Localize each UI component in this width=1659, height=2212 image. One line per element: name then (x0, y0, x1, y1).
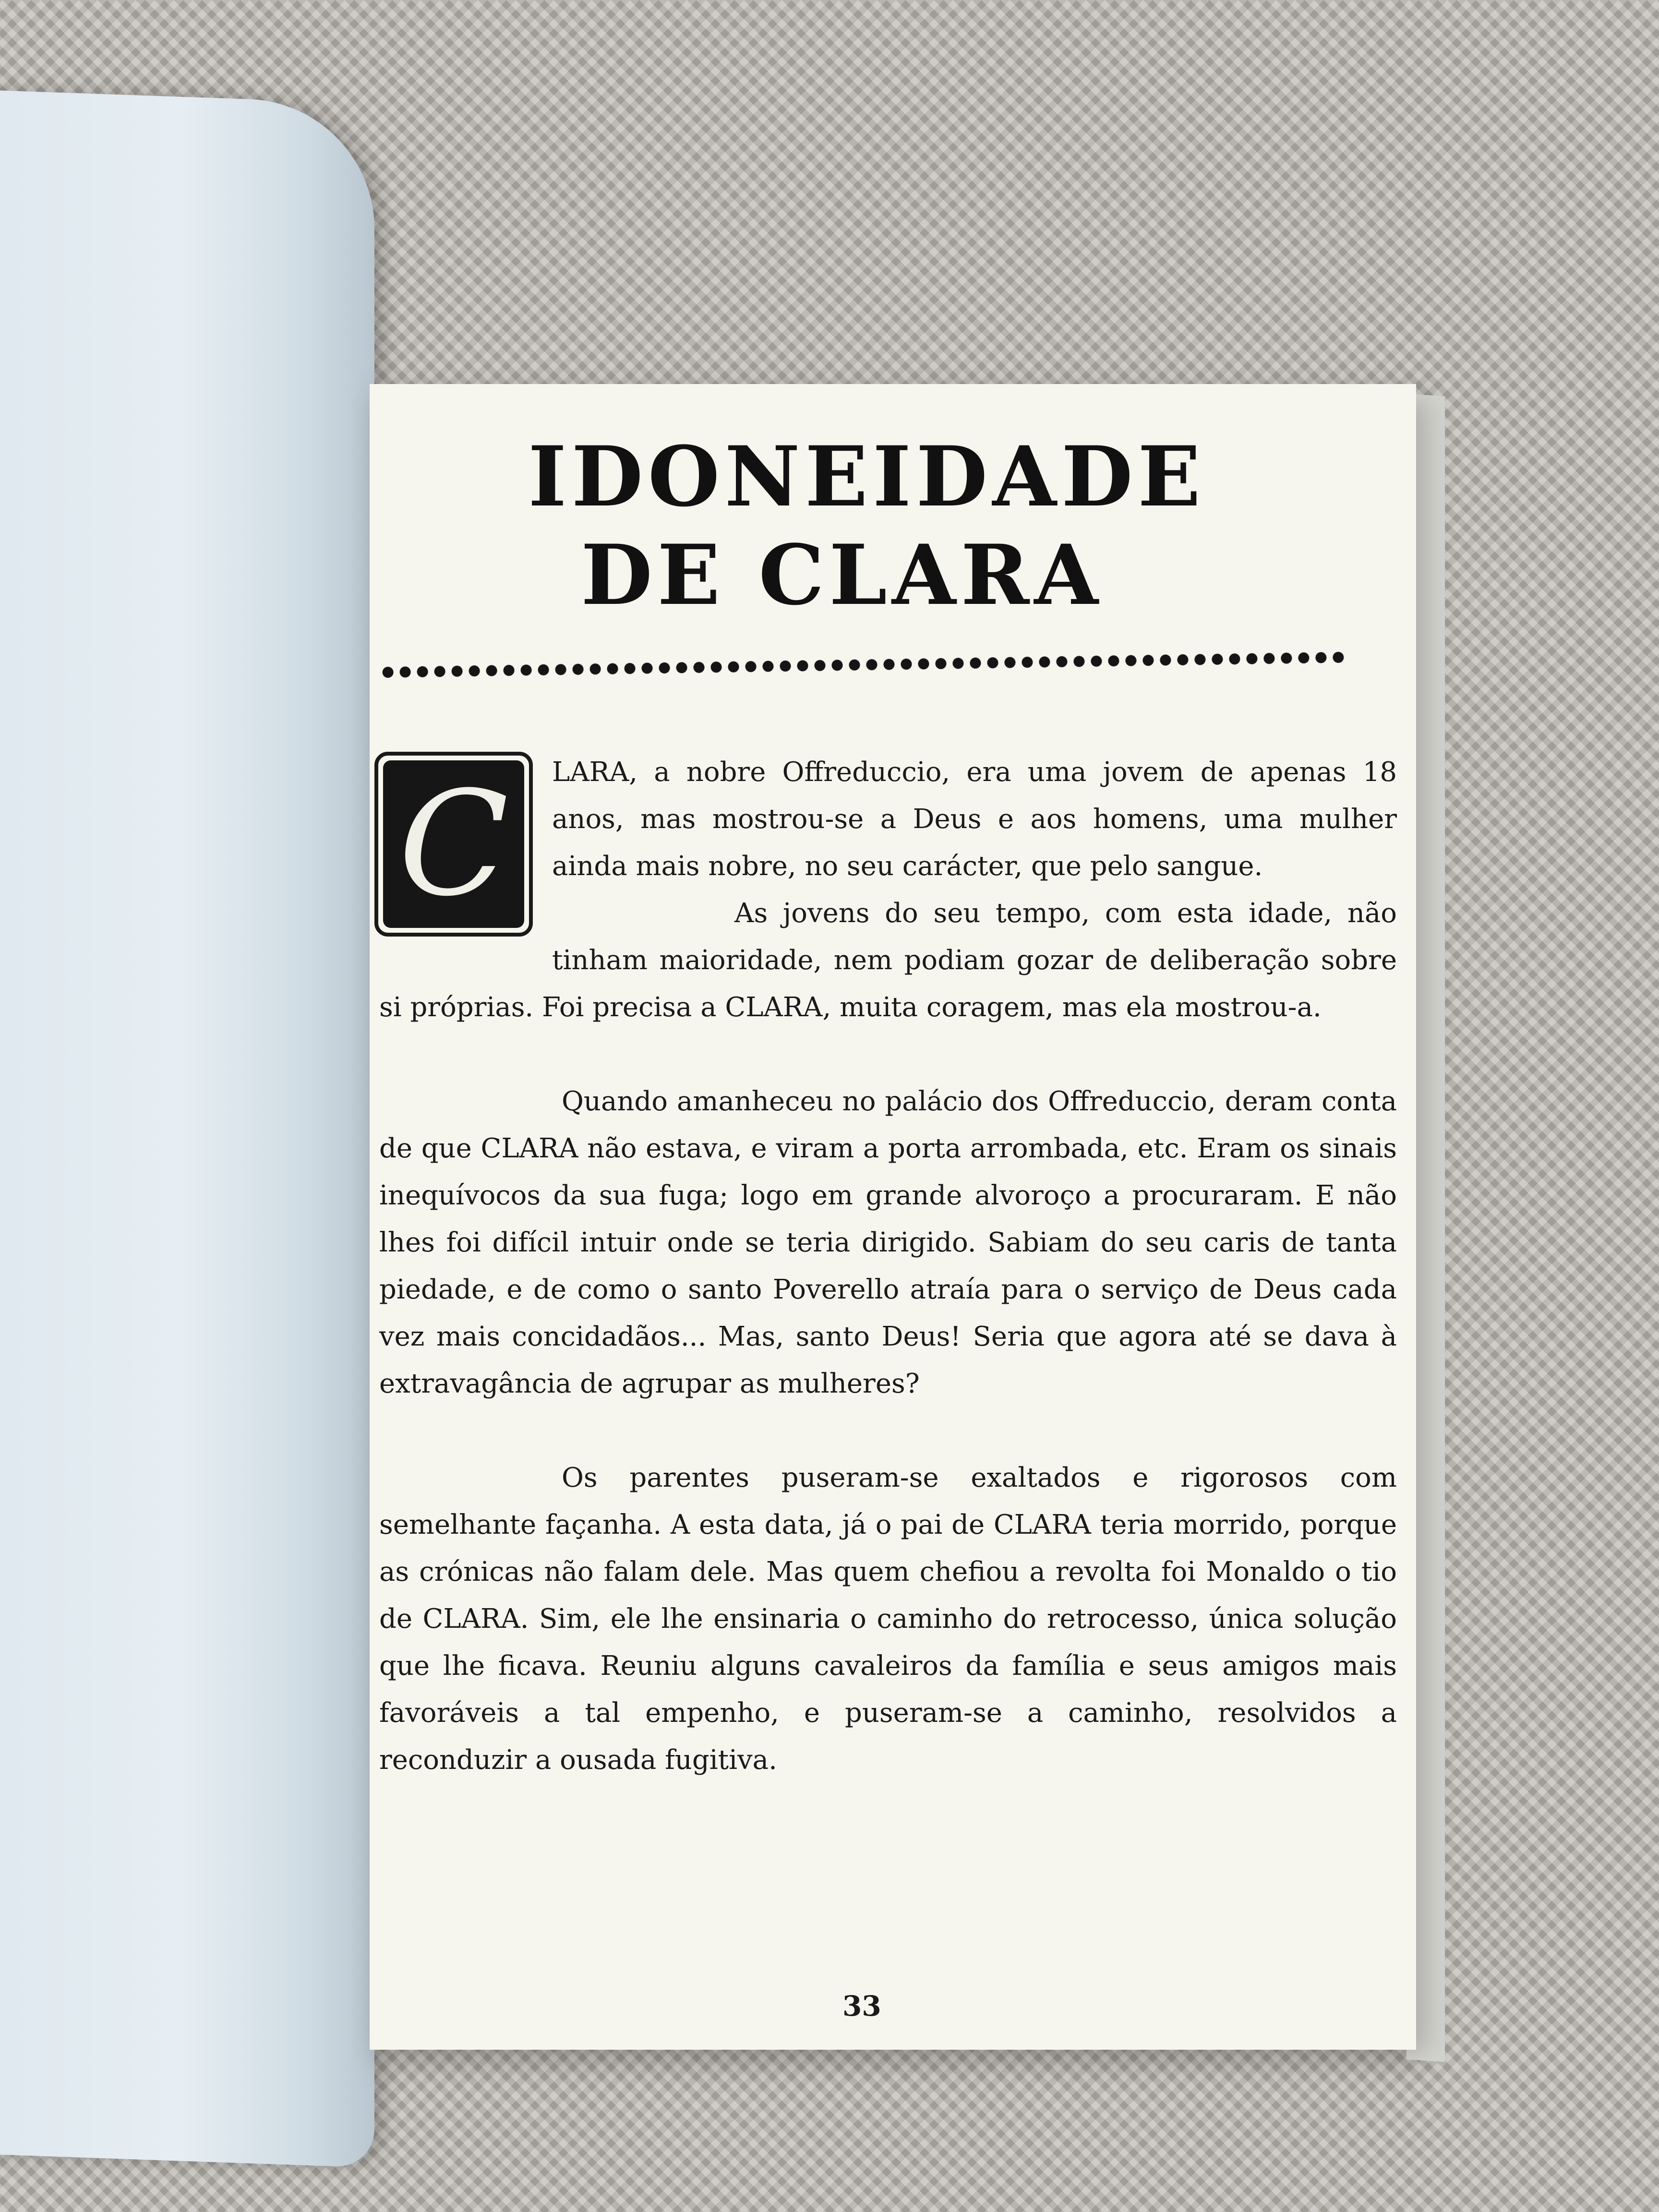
paragraph-1: LARA, a nobre Offreduccio, era uma jovem de apenas 18 anos, mas mostrou-se a Deus e aos homens, uma mulher ainda mais nobre, no seu carácter, que pelo sangue. (552, 757, 1397, 882)
book-page (370, 384, 1416, 2050)
body-text (379, 749, 1397, 1784)
facing-page (0, 88, 374, 2167)
dotted-divider (379, 650, 1344, 680)
drop-cap-letter: C (383, 760, 524, 928)
chapter-title-line2: DE CLARA (581, 526, 1103, 624)
paragraph-4: Os parentes puseram-se exaltados e rigorosos com semelhante façanha. A esta data, já o pai de CLARA teria morrido, porque as crónicas não falam dele. Mas quem chefiou a revolta foi Monaldo o tio de CLARA. Sim, ele lhe ensinaria o caminho do retrocesso, única solução que lhe ficava. Reuniu alguns cavaleiros da família e seus amigos mais favoráveis a tal empenho, e puseram-se a caminho, resolvidos a reconduzir a ousada fugitiva. (379, 1462, 1397, 1776)
paragraph-3: Quando amanheceu no palácio dos Offreduccio, deram conta de que CLARA não estava, e viram a porta arrombada, etc. Eram os sinais inequívocos da sua fuga; logo em grande alvoroço a procuraram. E não lhes foi difícil intuir onde se teria dirigido. Sabiam do seu caris de tanta piedade, e de como o santo Poverello atraía para o serviço de Deus cada vez mais concidadãos... Mas, santo Deus! Seria que agora até se dava à extravagância de agrupar as mulheres? (379, 1086, 1397, 1399)
page-number: 33 (842, 1990, 881, 2022)
paragraph-2: As jovens do seu tempo, com esta idade, não tinham maioridade, nem podiam gozar de deliberação sobre si próprias. Foi precisa a CLARA, muita coragem, mas ela mostrou-a. (379, 898, 1397, 1023)
drop-cap-frame (374, 752, 533, 937)
chapter-title-line1: IDONEIDADE (528, 428, 1206, 525)
chapter-title (528, 427, 1206, 624)
